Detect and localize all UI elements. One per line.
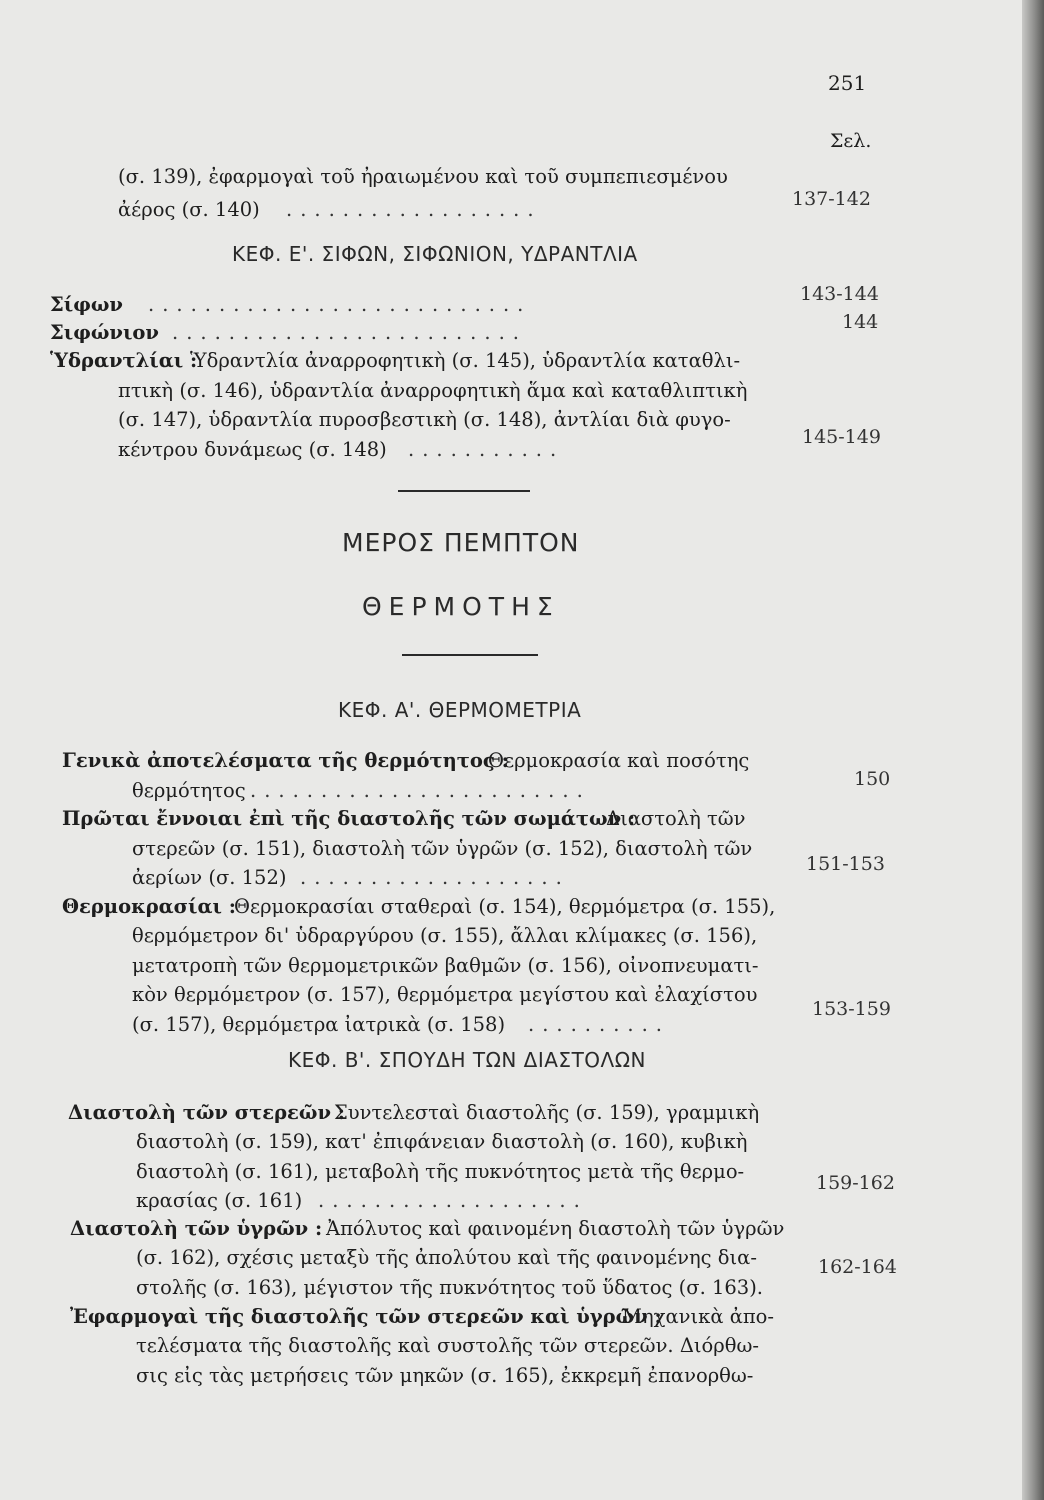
part-subtitle: ΘΕΡΜΟΤΗΣ [362,592,560,621]
toc-page-range: 151-153 [806,853,885,875]
toc-page-range: 137-142 [792,188,871,210]
page-edge-shadow [1022,0,1044,1500]
chapter-heading: ΚΕΦ. Β'. ΣΠΟΥΔΗ ΤΩΝ ΔΙΑΣΤΟΛΩΝ [288,1048,646,1072]
column-header-pages: Σελ. [830,130,872,152]
toc-page-range: 144 [842,311,879,333]
divider-rule [402,654,538,656]
chapter-heading: ΚΕΦ. Ε'. ΣΙΦΩΝ, ΣΙΦΩΝΙΟΝ, ΥΔΡΑΝΤΛΙΑ [232,242,638,266]
toc-page-range: 159-162 [816,1172,895,1194]
divider-rule [398,490,530,492]
chapter-heading: ΚΕΦ. Α'. ΘΕΡΜΟΜΕΤΡΙΑ [338,698,582,722]
page-number: 251 [828,71,867,95]
part-title: ΜΕΡΟΣ ΠΕΜΠΤΟΝ [342,528,580,557]
toc-page-range: 162-164 [818,1256,897,1278]
toc-page-range: 150 [854,768,891,790]
toc-page-range: 143-144 [800,283,879,305]
toc-page-range: 153-159 [812,998,891,1020]
toc-page-range: 145-149 [802,426,881,448]
